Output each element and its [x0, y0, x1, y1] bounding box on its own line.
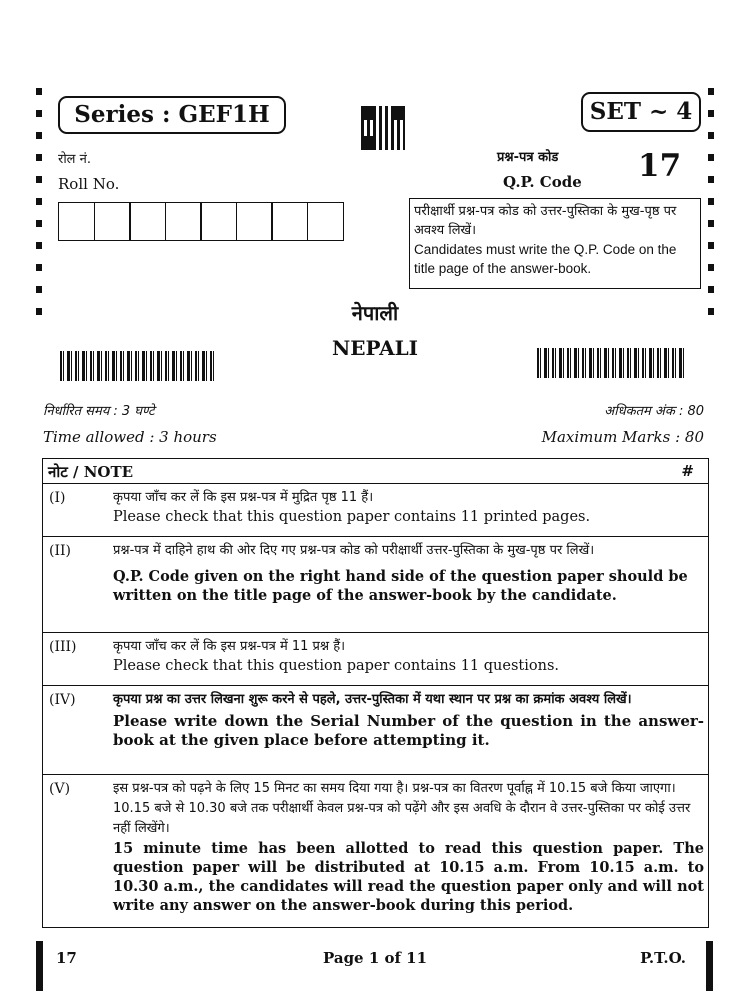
qp-code-instruction-box	[409, 198, 701, 289]
roll-digit-box[interactable]	[58, 202, 95, 241]
set-label: SET ~ 4	[581, 92, 701, 132]
series-label: Series : GEF1H	[58, 96, 286, 134]
roll-digit-box[interactable]	[271, 202, 308, 241]
roll-digit-box[interactable]	[307, 202, 344, 241]
subject-hindi: नेपाली	[351, 301, 399, 325]
qp-code-hindi: प्रश्न-पत्र कोड	[497, 150, 559, 165]
note-number: (III)	[49, 639, 77, 655]
qp-code-english: Q.P. Code	[503, 173, 582, 191]
instruction-english: Candidates must write the Q.P. Code on the title page of the answer-book.	[414, 242, 677, 276]
note-english: Please write down the Serial Number of the question in the answer-book at the given place before attempting it.	[113, 712, 704, 749]
roll-digit-box[interactable]	[165, 202, 202, 241]
note-number: (V)	[49, 781, 71, 797]
note-hindi: कृपया प्रश्न का उत्तर लिखना शुरू करने से पहले, उत्तर-पुस्तिका में यथा स्थान पर प्रश्न का क्रमांक अवश्य लिखें।	[113, 692, 632, 707]
roll-digit-box[interactable]	[200, 202, 237, 241]
right-barcode	[537, 348, 687, 378]
max-marks-english: Maximum Marks : 80	[541, 428, 704, 446]
subject-english: NEPALI	[331, 336, 419, 360]
note-item	[43, 633, 708, 686]
qr-code-icon	[361, 106, 405, 150]
note-item	[43, 775, 708, 927]
notes-table	[42, 458, 709, 928]
note-english: Please check that this question paper contains 11 printed pages.	[113, 509, 591, 525]
roll-digit-box[interactable]	[129, 202, 166, 241]
footer-pto: P.T.O.	[640, 949, 686, 967]
note-item	[43, 686, 708, 775]
note-english: 15 minute time has been allotted to read this question paper. The question paper will be distributed at 10.15 a.m. From 10.15 a.m. to 10.30 a.m., the candidates will read the question paper only and will not write any answer on the answer-book during this period.	[113, 840, 704, 914]
left-decorative-border	[36, 88, 42, 328]
note-number: (II)	[49, 543, 71, 559]
note-hindi: कृपया जाँच कर लें कि इस प्रश्न-पत्र में मुद्रित पृष्ठ 11 हैं।	[113, 490, 374, 505]
roll-no-hindi: रोल नं.	[58, 152, 91, 167]
note-item	[43, 537, 708, 633]
note-hindi: प्रश्न-पत्र में दाहिने हाथ की ओर दिए गए प्रश्न-पत्र कोड को परीक्षार्थी उत्तर-पुस्तिका के मुख-पृष्ठ पर लिखें।	[113, 543, 595, 558]
footer-code: 17	[56, 949, 77, 967]
footer-page-number: Page 1 of 11	[322, 949, 428, 967]
note-hindi: कृपया जाँच कर लें कि इस प्रश्न-पत्र में 11 प्रश्न हैं।	[113, 639, 346, 654]
roll-digit-box[interactable]	[94, 202, 131, 241]
note-english: Please check that this question paper contains 11 questions.	[113, 658, 559, 674]
note-item	[43, 484, 708, 537]
note-number: (IV)	[49, 692, 76, 708]
roll-digit-box[interactable]	[236, 202, 273, 241]
roll-no-english: Roll No.	[58, 175, 120, 193]
qp-code-value: 17	[638, 148, 682, 184]
right-decorative-border	[708, 88, 714, 328]
notes-hash: #	[681, 462, 694, 480]
time-allowed-english: Time allowed : 3 hours	[43, 428, 217, 446]
left-barcode	[60, 351, 215, 381]
roll-no-boxes[interactable]	[58, 202, 344, 241]
max-marks-hindi: अधिकतम अंक : 80	[604, 404, 704, 419]
note-number: (I)	[49, 490, 66, 506]
notes-title: नोट / NOTE	[48, 463, 134, 481]
note-english: Q.P. Code given on the right hand side of the question paper should be written on the title page of the answer-book by the candidate.	[113, 568, 688, 604]
time-allowed-hindi: निर्धारित समय : 3 घण्टे	[43, 404, 155, 419]
notes-header	[43, 459, 708, 484]
instruction-hindi: परीक्षार्थी प्रश्न-पत्र कोड को उत्तर-पुस्तिका के मुख-पृष्ठ पर अवश्य लिखें।	[414, 204, 677, 238]
note-hindi: इस प्रश्न-पत्र को पढ़ने के लिए 15 मिनट का समय दिया गया है। प्रश्न-पत्र का वितरण पूर्वाह्न में 10.15 बजे किया जाएगा। 10.15 बजे से 10.30 बजे तक परीक्षार्थी केवल प्रश्न-पत्र को पढ़ेंगे और इस अवधि के दौरान वे उत्तर-पुस्तिका पर कोई उत्तर नहीं लिखेंगे।	[113, 781, 691, 836]
